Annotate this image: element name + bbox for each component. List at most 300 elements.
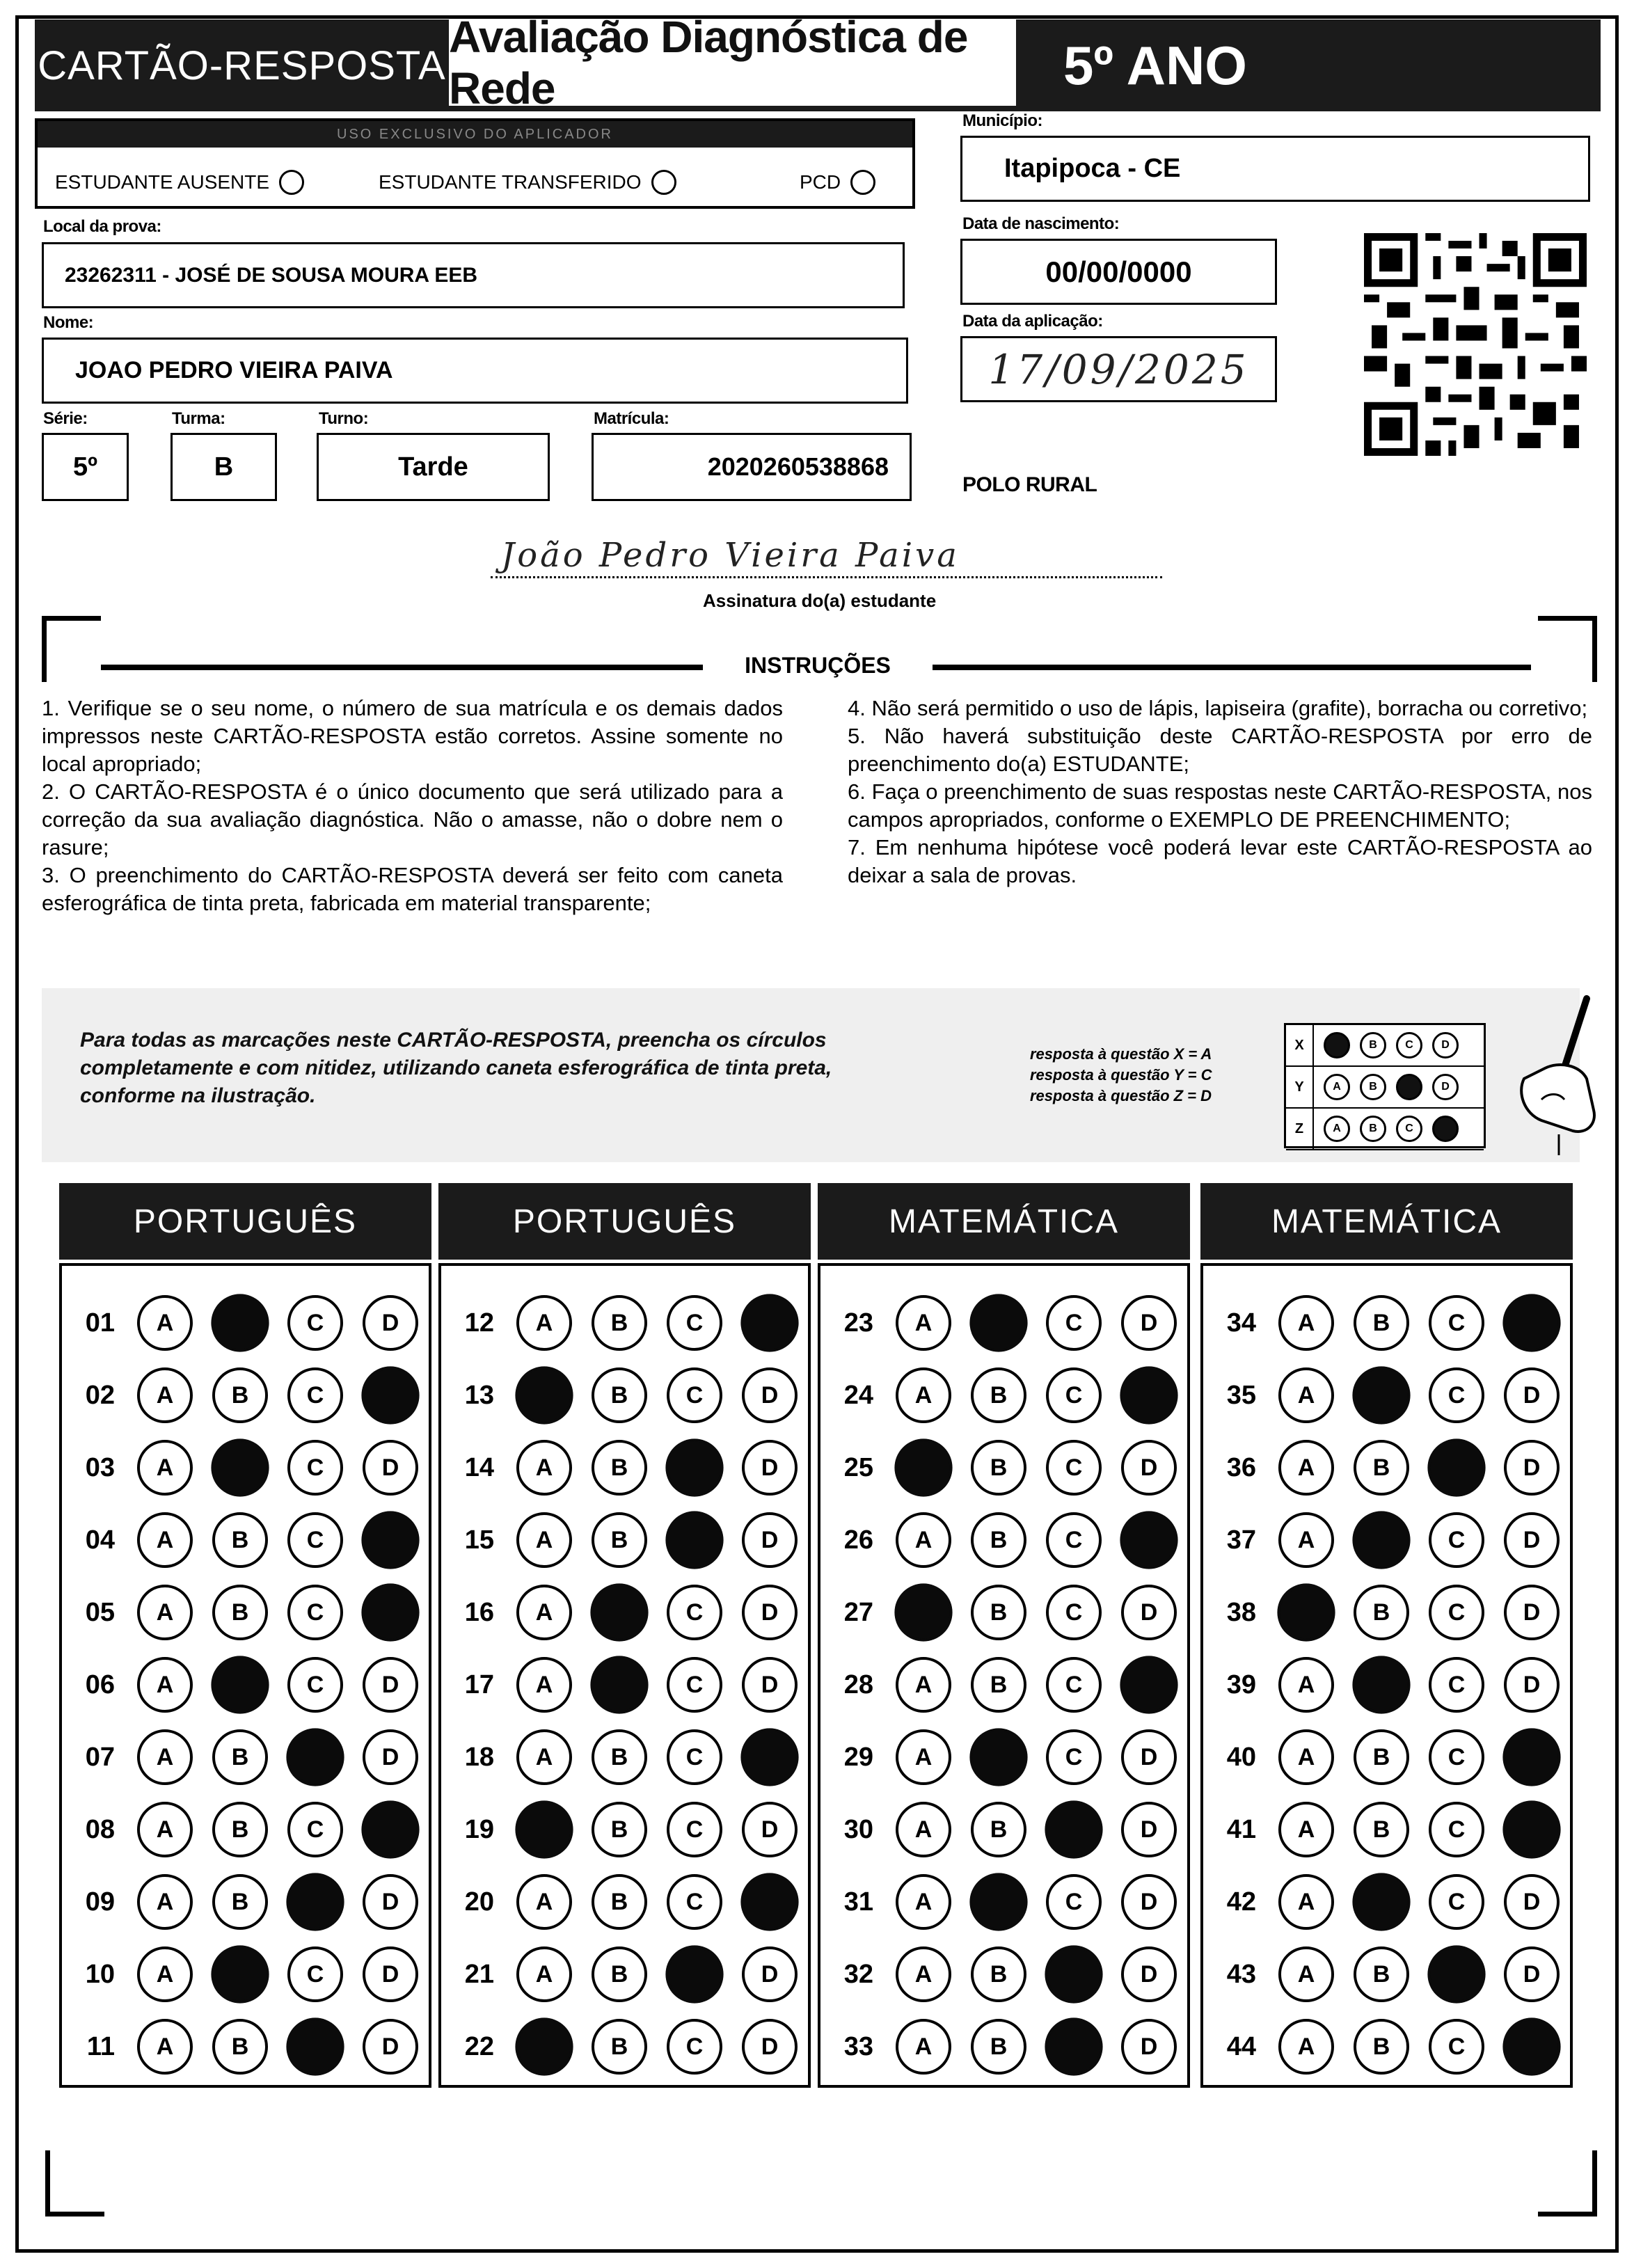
question-row-11 (62, 2011, 429, 2083)
question-row-27 (820, 1576, 1187, 1649)
answer-bubble-29-c[interactable]: C (1046, 1729, 1102, 1785)
answer-bubble-35-c[interactable]: C (1429, 1367, 1484, 1423)
question-row-16 (441, 1576, 808, 1649)
answer-bubble-36-a[interactable]: A (1278, 1440, 1334, 1496)
answer-bubble-20-a[interactable]: A (516, 1874, 572, 1930)
corner-mark-bottom-left (45, 2150, 104, 2217)
answer-bubble-42-c[interactable]: C (1429, 1874, 1484, 1930)
answer-bubble-24-d[interactable] (1120, 1366, 1177, 1424)
matricula-field: 2020260538868 (592, 433, 912, 501)
answer-bubble-43-c[interactable] (1427, 1945, 1485, 2003)
answer-bubble-40-d[interactable] (1502, 1728, 1560, 1786)
answer-bubble-18-b[interactable]: B (592, 1729, 647, 1785)
question-number: 03 (85, 1452, 115, 1482)
answer-bubble-24-a[interactable]: A (896, 1367, 951, 1423)
question-number: 04 (85, 1525, 115, 1555)
answer-bubble-27-a[interactable] (894, 1583, 952, 1641)
answer-bubble-16-a[interactable]: A (516, 1585, 572, 1640)
answer-bubble-41-c[interactable]: C (1429, 1802, 1484, 1857)
pcd-label: PCD (800, 171, 841, 193)
turma-label: Turma: (172, 409, 225, 428)
answer-bubble-21-d[interactable]: D (742, 1946, 798, 2002)
question-number: 19 (464, 1814, 494, 1844)
answer-bubble-01-d[interactable]: D (363, 1295, 418, 1351)
answer-bubble-26-d[interactable] (1120, 1511, 1177, 1569)
question-row-21 (441, 1938, 808, 2011)
answer-bubble-13-b[interactable]: B (592, 1367, 647, 1423)
answer-bubble-17-a[interactable]: A (516, 1657, 572, 1713)
answer-bubble-36-b[interactable]: B (1354, 1440, 1409, 1496)
question-number: 28 (843, 1670, 873, 1699)
answer-bubble-18-d[interactable] (740, 1728, 798, 1786)
question-number: 32 (843, 1959, 873, 1989)
question-number: 26 (843, 1525, 873, 1555)
answer-bubble-04-c[interactable]: C (287, 1512, 343, 1568)
answer-bubble-21-b[interactable]: B (592, 1946, 647, 2002)
answer-bubble-44-d[interactable] (1502, 2017, 1560, 2075)
example-row-x (1286, 1025, 1484, 1067)
answer-bubble-12-b[interactable]: B (592, 1295, 647, 1351)
answer-bubble-33-b[interactable]: B (971, 2019, 1026, 2075)
question-number: 15 (464, 1525, 494, 1555)
question-number: 08 (85, 1814, 115, 1844)
answer-bubble-32-a[interactable]: A (896, 1946, 951, 2002)
answer-bubble-26-a[interactable]: A (896, 1512, 951, 1568)
corner-mark-bottom-right (1538, 2150, 1597, 2217)
serie-field: 5º (42, 433, 129, 501)
example-bubble-a: A (1324, 1116, 1350, 1142)
answer-bubble-32-d[interactable]: D (1121, 1946, 1177, 2002)
answer-bubble-38-d[interactable]: D (1504, 1585, 1560, 1640)
answer-bubble-11-a[interactable]: A (137, 2019, 193, 2075)
answer-bubble-02-b[interactable]: B (212, 1367, 268, 1423)
nome-field: JOAO PEDRO VIEIRA PAIVA (42, 338, 908, 404)
local-label: Local da prova: (43, 217, 161, 236)
answer-bubble-15-a[interactable]: A (516, 1512, 572, 1568)
answer-bubble-44-c[interactable]: C (1429, 2019, 1484, 2075)
question-row-10 (62, 1938, 429, 2011)
answer-bubble-42-a[interactable]: A (1278, 1874, 1334, 1930)
answer-bubble-07-c[interactable] (286, 1728, 344, 1786)
answer-bubble-02-a[interactable]: A (137, 1367, 193, 1423)
question-row-15 (441, 1504, 808, 1576)
answer-bubble-29-a[interactable]: A (896, 1729, 951, 1785)
answer-bubble-41-a[interactable]: A (1278, 1802, 1334, 1857)
answer-bubble-04-a[interactable]: A (137, 1512, 193, 1568)
question-number: 39 (1226, 1670, 1256, 1699)
legend-z: resposta à questão Z = D (1030, 1087, 1212, 1104)
answer-bubble-16-d[interactable]: D (742, 1585, 798, 1640)
answer-bubble-01-b[interactable] (211, 1294, 269, 1351)
answer-bubble-06-b[interactable] (211, 1656, 269, 1713)
question-number: 22 (464, 2031, 494, 2061)
answer-bubble-39-b[interactable] (1352, 1656, 1410, 1713)
corner-mark-top-left (42, 616, 101, 682)
answer-bubble-17-d[interactable]: D (742, 1657, 798, 1713)
nascimento-field: 00/00/0000 (960, 239, 1277, 305)
question-row-17 (441, 1649, 808, 1721)
answer-bubble-10-d[interactable]: D (363, 1946, 418, 2002)
question-row-18 (441, 1721, 808, 1793)
answer-bubble-22-d[interactable]: D (742, 2019, 798, 2075)
answer-bubble-23-d[interactable]: D (1121, 1295, 1177, 1351)
answer-bubble-05-d[interactable] (361, 1583, 419, 1641)
answer-bubble-15-c[interactable] (665, 1511, 723, 1569)
answer-bubble-18-c[interactable]: C (667, 1729, 722, 1785)
exam-title: Avaliação Diagnóstica de Rede (449, 19, 1016, 106)
answer-bubble-40-c[interactable]: C (1429, 1729, 1484, 1785)
answer-bubble-22-c[interactable]: C (667, 2019, 722, 2075)
question-row-26 (820, 1504, 1187, 1576)
answer-bubble-09-c[interactable] (286, 1873, 344, 1930)
answer-bubble-06-a[interactable]: A (137, 1657, 193, 1713)
card-label: CARTÃO-RESPOSTA (38, 42, 446, 88)
answer-bubble-37-b[interactable] (1352, 1511, 1410, 1569)
answer-bubble-39-d[interactable]: D (1504, 1657, 1560, 1713)
answer-bubble-09-d[interactable]: D (363, 1874, 418, 1930)
pcd-option[interactable] (800, 170, 875, 195)
answer-bubble-29-d[interactable]: D (1121, 1729, 1177, 1785)
answer-bubble-19-b[interactable]: B (592, 1802, 647, 1857)
answer-bubble-22-a[interactable] (515, 2017, 573, 2075)
answer-bubble-26-b[interactable]: B (971, 1512, 1026, 1568)
answer-bubble-06-d[interactable]: D (363, 1657, 418, 1713)
answer-bubble-20-b[interactable]: B (592, 1874, 647, 1930)
pcd-radio[interactable] (850, 170, 875, 195)
answer-bubble-25-d[interactable]: D (1121, 1440, 1177, 1496)
question-row-30 (820, 1793, 1187, 1866)
instructions-rule-left (101, 665, 703, 670)
answer-bubble-35-d[interactable]: D (1504, 1367, 1560, 1423)
answer-bubble-16-c[interactable]: C (667, 1585, 722, 1640)
hand-pen-icon (1475, 995, 1601, 1155)
answer-bubble-23-c[interactable]: C (1046, 1295, 1102, 1351)
answer-bubble-30-b[interactable]: B (971, 1802, 1026, 1857)
question-row-38 (1203, 1576, 1570, 1649)
answer-bubble-42-b[interactable] (1352, 1873, 1410, 1930)
question-number: 31 (843, 1887, 873, 1917)
instructions-left (42, 695, 783, 917)
question-number: 14 (464, 1452, 494, 1482)
answer-bubble-30-a[interactable]: A (896, 1802, 951, 1857)
answer-bubble-02-c[interactable]: C (287, 1367, 343, 1423)
question-number: 36 (1226, 1452, 1256, 1482)
corner-mark-top-right (1538, 616, 1597, 682)
answer-bubble-03-b[interactable] (211, 1438, 269, 1496)
answer-bubble-30-d[interactable]: D (1121, 1802, 1177, 1857)
answer-bubble-27-c[interactable]: C (1046, 1585, 1102, 1640)
answer-bubble-40-a[interactable]: A (1278, 1729, 1334, 1785)
answer-bubble-20-d[interactable] (740, 1873, 798, 1930)
answer-bubble-03-c[interactable]: C (287, 1440, 343, 1496)
answer-bubble-01-a[interactable]: A (137, 1295, 193, 1351)
question-number: 44 (1226, 2031, 1256, 2061)
question-row-01 (62, 1287, 429, 1359)
transferred-option[interactable] (379, 170, 676, 195)
question-number: 02 (85, 1380, 115, 1410)
answer-bubble-19-a[interactable] (515, 1800, 573, 1858)
subject-header-3: MATEMÁTICA (818, 1183, 1190, 1260)
question-row-07 (62, 1721, 429, 1793)
answer-bubble-14-c[interactable] (665, 1438, 723, 1496)
answer-bubble-22-b[interactable]: B (592, 2019, 647, 2075)
answer-bubble-29-b[interactable] (969, 1728, 1027, 1786)
answer-bubble-33-a[interactable]: A (896, 2019, 951, 2075)
answer-bubble-14-b[interactable]: B (592, 1440, 647, 1496)
question-number: 43 (1226, 1959, 1256, 1989)
answer-bubble-30-c[interactable] (1045, 1800, 1102, 1858)
question-row-24 (820, 1359, 1187, 1432)
example-bubble-b: B (1360, 1032, 1386, 1058)
answer-bubble-27-d[interactable]: D (1121, 1585, 1177, 1640)
answer-bubble-10-b[interactable] (211, 1945, 269, 2003)
answer-bubble-07-d[interactable]: D (363, 1729, 418, 1785)
question-row-34 (1203, 1287, 1570, 1359)
answer-bubble-19-c[interactable]: C (667, 1802, 722, 1857)
answer-bubble-04-d[interactable] (361, 1511, 419, 1569)
answer-bubble-28-c[interactable]: C (1046, 1657, 1102, 1713)
question-row-19 (441, 1793, 808, 1866)
question-number: 27 (843, 1597, 873, 1627)
matricula-label: Matrícula: (594, 409, 669, 428)
answer-bubble-36-d[interactable]: D (1504, 1440, 1560, 1496)
answer-bubble-08-b[interactable]: B (212, 1802, 268, 1857)
signature-caption: Assinatura do(a) estudante (703, 590, 937, 611)
instruction-3: 3. O preenchimento do CARTÃO-RESPOSTA deverá ser feito com caneta esferográfica de tinta preta, fabricada em material transparente; (42, 863, 783, 915)
answer-bubble-28-b[interactable]: B (971, 1657, 1026, 1713)
answer-bubble-05-a[interactable]: A (137, 1585, 193, 1640)
answer-bubble-38-c[interactable]: C (1429, 1585, 1484, 1640)
answer-panel-4 (1200, 1263, 1573, 2088)
answer-bubble-10-a[interactable]: A (137, 1946, 193, 2002)
answer-bubble-07-b[interactable]: B (212, 1729, 268, 1785)
question-number: 07 (85, 1742, 115, 1772)
question-row-37 (1203, 1504, 1570, 1576)
answer-bubble-40-b[interactable]: B (1354, 1729, 1409, 1785)
absent-option[interactable] (55, 170, 304, 195)
answer-bubble-08-a[interactable]: A (137, 1802, 193, 1857)
question-number: 12 (464, 1308, 494, 1338)
answer-bubble-10-c[interactable]: C (287, 1946, 343, 2002)
answer-bubble-12-d[interactable] (740, 1294, 798, 1351)
answer-bubble-34-b[interactable]: B (1354, 1295, 1409, 1351)
question-row-28 (820, 1649, 1187, 1721)
answer-bubble-02-d[interactable] (361, 1366, 419, 1424)
example-bubble-c: C (1396, 1116, 1422, 1142)
answer-bubble-43-d[interactable]: D (1504, 1946, 1560, 2002)
answer-bubble-34-d[interactable] (1502, 1294, 1560, 1351)
answer-bubble-39-a[interactable]: A (1278, 1657, 1334, 1713)
question-number: 11 (86, 2031, 115, 2061)
transferred-radio[interactable] (651, 170, 676, 195)
question-row-40 (1203, 1721, 1570, 1793)
answer-bubble-13-d[interactable]: D (742, 1367, 798, 1423)
answer-bubble-38-b[interactable]: B (1354, 1585, 1409, 1640)
answer-bubble-31-b[interactable] (969, 1873, 1027, 1930)
answer-bubble-25-b[interactable]: B (971, 1440, 1026, 1496)
answer-panel-1 (59, 1263, 431, 2088)
answer-bubble-21-c[interactable] (665, 1945, 723, 2003)
answer-bubble-20-c[interactable]: C (667, 1874, 722, 1930)
answer-bubble-15-b[interactable]: B (592, 1512, 647, 1568)
answer-bubble-37-c[interactable]: C (1429, 1512, 1484, 1568)
absent-radio[interactable] (279, 170, 304, 195)
answer-bubble-42-d[interactable]: D (1504, 1874, 1560, 1930)
answer-bubble-17-c[interactable]: C (667, 1657, 722, 1713)
answer-bubble-23-b[interactable] (969, 1294, 1027, 1351)
answer-bubble-28-a[interactable]: A (896, 1657, 951, 1713)
turno-label: Turno: (319, 409, 369, 428)
subject-header-2: PORTUGUÊS (438, 1183, 811, 1260)
subject-header-4: MATEMÁTICA (1200, 1183, 1573, 1260)
answer-bubble-38-a[interactable] (1277, 1583, 1335, 1641)
answer-bubble-23-a[interactable]: A (896, 1295, 951, 1351)
answer-bubble-12-c[interactable]: C (667, 1295, 722, 1351)
answer-bubble-17-b[interactable] (590, 1656, 648, 1713)
answer-bubble-44-a[interactable]: A (1278, 2019, 1334, 2075)
aplicacao-label: Data da aplicação: (962, 312, 1103, 331)
answer-bubble-09-b[interactable]: B (212, 1874, 268, 1930)
answer-bubble-01-c[interactable]: C (287, 1295, 343, 1351)
answer-bubble-31-d[interactable]: D (1121, 1874, 1177, 1930)
answer-bubble-13-c[interactable]: C (667, 1367, 722, 1423)
question-number: 25 (843, 1452, 873, 1482)
answer-bubble-35-a[interactable]: A (1278, 1367, 1334, 1423)
answer-bubble-34-c[interactable]: C (1429, 1295, 1484, 1351)
question-number: 18 (464, 1742, 494, 1772)
answer-bubble-33-d[interactable]: D (1121, 2019, 1177, 2075)
question-number: 21 (464, 1959, 494, 1989)
answer-bubble-26-c[interactable]: C (1046, 1512, 1102, 1568)
question-row-36 (1203, 1432, 1570, 1504)
question-row-06 (62, 1649, 429, 1721)
answer-bubble-33-c[interactable] (1045, 2017, 1102, 2075)
answer-bubble-11-b[interactable]: B (212, 2019, 268, 2075)
fill-example-legend (1030, 1044, 1212, 1107)
example-bubble-c (1396, 1074, 1422, 1100)
answer-bubble-06-c[interactable]: C (287, 1657, 343, 1713)
fill-example-text: Para todas as marcações neste CARTÃO-RESPOSTA, preencha os círculos completamente e com nitidez, utilizando caneta esferográfica de tinta preta, conforme na ilustração. (80, 1029, 832, 1107)
question-row-23 (820, 1287, 1187, 1359)
answer-bubble-05-c[interactable]: C (287, 1585, 343, 1640)
example-bubble-c: C (1396, 1032, 1422, 1058)
answer-bubble-03-d[interactable]: D (363, 1440, 418, 1496)
question-row-12 (441, 1287, 808, 1359)
answer-bubble-37-a[interactable]: A (1278, 1512, 1334, 1568)
answer-bubble-25-c[interactable]: C (1046, 1440, 1102, 1496)
question-number: 34 (1226, 1308, 1256, 1338)
example-row-letter: Y (1286, 1067, 1314, 1107)
question-number: 05 (85, 1597, 115, 1627)
example-bubble-d: D (1432, 1032, 1459, 1058)
answer-bubble-39-c[interactable]: C (1429, 1657, 1484, 1713)
answer-bubble-41-b[interactable]: B (1354, 1802, 1409, 1857)
answer-bubble-41-d[interactable] (1502, 1800, 1560, 1858)
instruction-1: 1. Verifique se o seu nome, o número de sua matrícula e os demais dados impressos neste CARTÃO-RESPOSTA estão corretos. Assine somente no local apropriado; (42, 696, 783, 776)
answer-bubble-03-a[interactable]: A (137, 1440, 193, 1496)
grade-label: 5º ANO (1063, 34, 1247, 96)
answer-bubble-27-b[interactable]: B (971, 1585, 1026, 1640)
question-number: 09 (85, 1887, 115, 1917)
question-number: 30 (843, 1814, 873, 1844)
answer-bubble-14-d[interactable]: D (742, 1440, 798, 1496)
fill-example-box (42, 988, 1580, 1162)
answer-bubble-37-d[interactable]: D (1504, 1512, 1560, 1568)
answer-bubble-24-c[interactable]: C (1046, 1367, 1102, 1423)
instruction-7: 7. Em nenhuma hipótese você poderá levar este CARTÃO-RESPOSTA ao deixar a sala de provas. (848, 835, 1592, 887)
example-bubble-d: D (1432, 1074, 1459, 1100)
signature-handwriting: João Pedro Vieira Paiva (501, 536, 960, 575)
question-number: 40 (1226, 1742, 1256, 1772)
answer-bubble-35-b[interactable] (1352, 1366, 1410, 1424)
absent-label: ESTUDANTE AUSENTE (55, 171, 270, 193)
signature-line (491, 576, 1162, 578)
question-number: 01 (85, 1308, 115, 1338)
question-number: 29 (843, 1742, 873, 1772)
question-row-20 (441, 1866, 808, 1938)
example-bubble-a: A (1324, 1074, 1350, 1100)
answer-bubble-21-a[interactable]: A (516, 1946, 572, 2002)
question-number: 20 (464, 1887, 494, 1917)
question-number: 13 (464, 1380, 494, 1410)
question-row-41 (1203, 1793, 1570, 1866)
answer-bubble-09-a[interactable]: A (137, 1874, 193, 1930)
answer-bubble-34-a[interactable]: A (1278, 1295, 1334, 1351)
answer-bubble-13-a[interactable] (515, 1366, 573, 1424)
question-row-39 (1203, 1649, 1570, 1721)
answer-bubble-43-b[interactable]: B (1354, 1946, 1409, 2002)
question-row-05 (62, 1576, 429, 1649)
answer-bubble-24-b[interactable]: B (971, 1367, 1026, 1423)
answer-bubble-31-c[interactable]: C (1046, 1874, 1102, 1930)
instruction-4: 4. Não será permitido o uso de lápis, lapiseira (grafite), borracha ou corretivo; (848, 696, 1588, 720)
answer-bubble-12-a[interactable]: A (516, 1295, 572, 1351)
answer-bubble-15-d[interactable]: D (742, 1512, 798, 1568)
question-row-08 (62, 1793, 429, 1866)
answer-bubble-16-b[interactable] (590, 1583, 648, 1641)
answer-bubble-32-b[interactable]: B (971, 1946, 1026, 2002)
answer-bubble-31-a[interactable]: A (896, 1874, 951, 1930)
example-row-y (1286, 1067, 1484, 1109)
question-number: 42 (1226, 1887, 1256, 1917)
question-row-44 (1203, 2011, 1570, 2083)
answer-bubble-32-c[interactable] (1045, 1945, 1102, 2003)
example-row-z (1286, 1109, 1484, 1150)
answer-bubble-36-c[interactable] (1427, 1438, 1485, 1496)
answer-bubble-43-a[interactable]: A (1278, 1946, 1334, 2002)
question-number: 23 (843, 1308, 873, 1338)
answer-bubble-14-a[interactable]: A (516, 1440, 572, 1496)
answer-bubble-05-b[interactable]: B (212, 1585, 268, 1640)
answer-bubble-28-d[interactable] (1120, 1656, 1177, 1713)
answer-bubble-44-b[interactable]: B (1354, 2019, 1409, 2075)
example-bubble-a (1324, 1032, 1350, 1058)
turno-field: Tarde (317, 433, 550, 501)
answer-bubble-11-d[interactable]: D (363, 2019, 418, 2075)
answer-bubble-19-d[interactable]: D (742, 1802, 798, 1857)
question-row-35 (1203, 1359, 1570, 1432)
question-row-13 (441, 1359, 808, 1432)
answer-bubble-08-d[interactable] (361, 1800, 419, 1858)
answer-bubble-25-a[interactable] (894, 1438, 952, 1496)
question-row-03 (62, 1432, 429, 1504)
answer-bubble-04-b[interactable]: B (212, 1512, 268, 1568)
instructions-rule-right (933, 665, 1531, 670)
answer-bubble-08-c[interactable]: C (287, 1802, 343, 1857)
answer-bubble-18-a[interactable]: A (516, 1729, 572, 1785)
answer-bubble-07-a[interactable]: A (137, 1729, 193, 1785)
answer-bubble-11-c[interactable] (286, 2017, 344, 2075)
